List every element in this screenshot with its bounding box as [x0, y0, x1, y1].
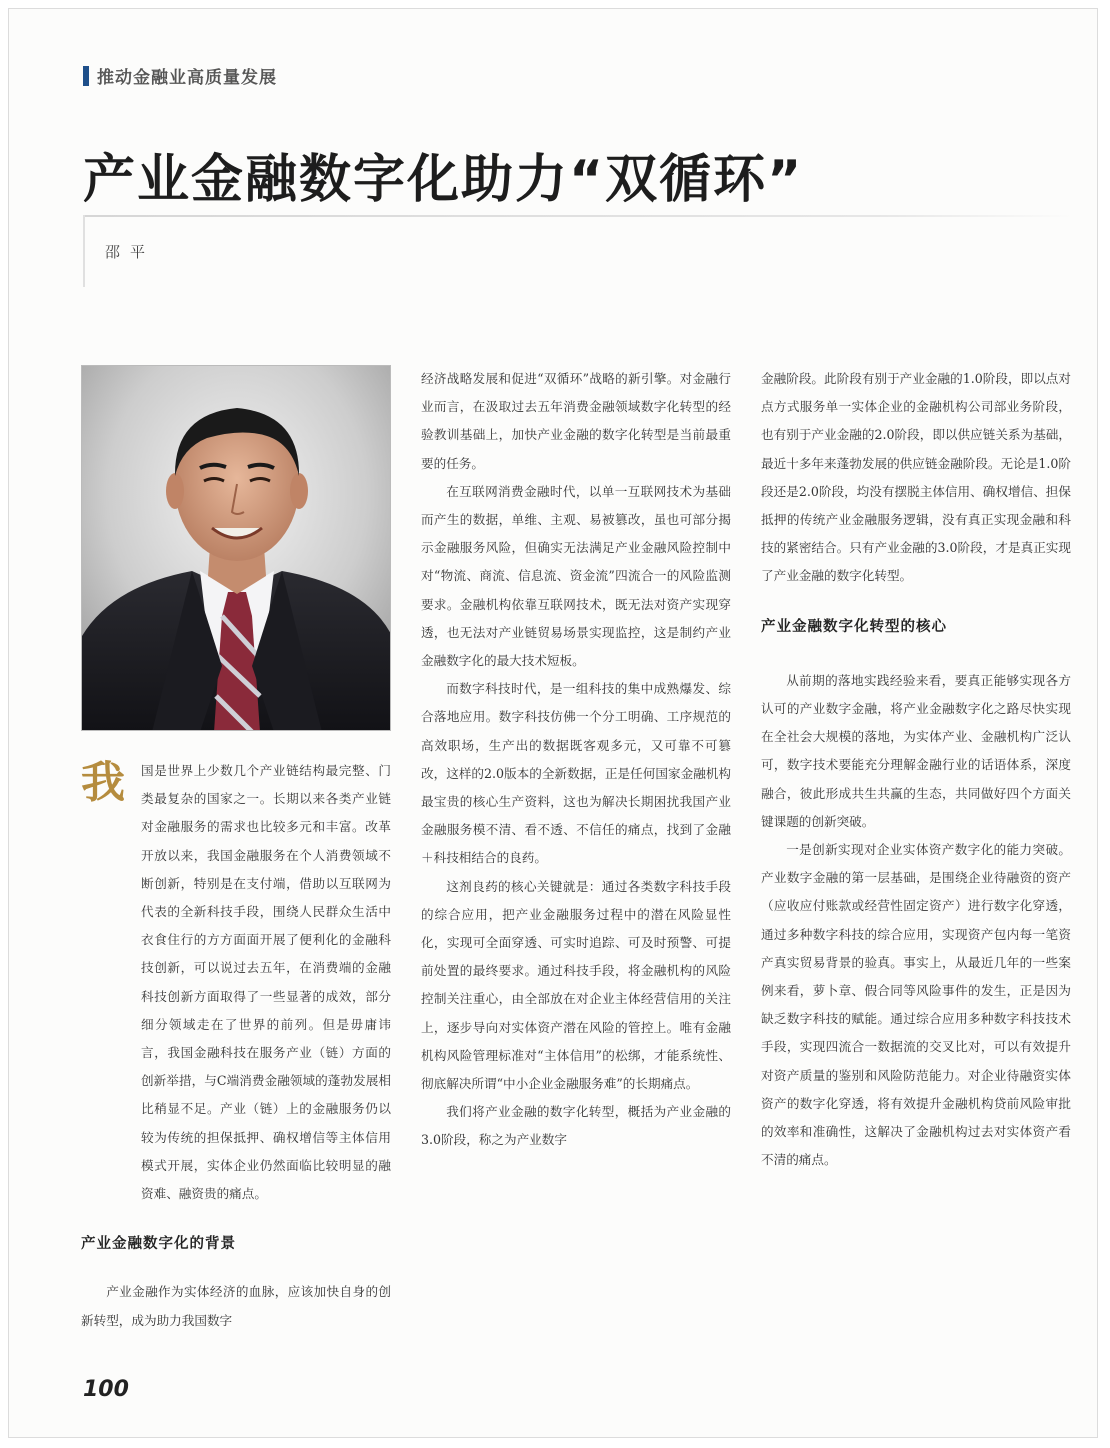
paragraph: 我们将产业金融的数字化转型，概括为产业金融的3.0阶段，称之为产业数字	[421, 1104, 731, 1148]
section-tag-label: 推动金融业高质量发展	[97, 68, 277, 88]
author-portrait-photo	[81, 365, 391, 731]
paragraph: 从前期的落地实践经验来看，要真正能够实现各方认可的产业数字金融，将产业金融数字化之路尽快实现在全社会大规模的落地，为实体产业、金融机构广泛认可，数字技术要能充分理解金融行业的话语体系，深度融合，彼此形成共生共赢的生态，共同做好四个方面关键课题的创新突破。	[761, 672, 1071, 829]
column-2	[421, 365, 731, 1155]
paragraph: 而数字科技时代，是一组科技的集中成熟爆发、综合落地应用。数字科技仿佛一个分工明确、工序规范的高效职场，生产出的数据既客观多元，又可靠不可篡改，这样的2.0版本的全新数据，正是任何国家金融机构最宝贵的核心生产资料，这也为解决长期困扰我国产业金融服务模不清、看不透、不信任的痛点，找到了金融＋科技相结合的良药。	[421, 681, 731, 866]
drop-cap: 我	[81, 757, 125, 808]
page-number: 100	[83, 1377, 129, 1402]
intro-text: 国是世界上少数几个产业链结构最完整、门类最复杂的国家之一。长期以来各类产业链对金融服务的需求也比较多元和丰富。改革开放以来，我国金融服务在个人消费领域不断创新，特别是在支付端，借助以互联网为代表的全新科技手段，围绕人民群众生活中衣食住行的方方面面开展了便利化的金融科技创新，可以说过去五年，在消费端的金融科技创新方面取得了一些显著的成效，部分细分领域走在了世界的前列。但是毋庸讳言，我国金融科技在服务产业（链）方面的创新举措，与C端消费金融领域的蓬勃发展相比稍显不足。产业（链）上的金融服务仍以较为传统的担保抵押、确权增信等主体信用模式开展，实体企业仍然面临比较明显的融资难、融资贵的痛点。	[141, 763, 391, 1202]
section-heading-background: 产业金融数字化的背景	[81, 1236, 236, 1253]
section-tag	[83, 63, 277, 88]
section-heading-core: 产业金融数字化转型的核心	[761, 618, 947, 635]
paragraph: 金融阶段。此阶段有别于产业金融的1.0阶段，即以点对点方式服务单一实体企业的金融机构公司部业务阶段，也有别于产业金融的2.0阶段，即以供应链关系为基础，最近十多年来蓬勃发展的供应链金融阶段。无论是1.0阶段还是2.0阶段，均没有摆脱主体信用、确权增信、担保抵押的传统产业金融服务逻辑，没有真正实现金融和科技的紧密结合。只有产业金融的3.0阶段，才是真正实现了产业金融的数字化转型。	[761, 371, 1071, 584]
intro-paragraph	[81, 757, 391, 1208]
paragraph: 一是创新实现对企业实体资产数字化的能力突破。产业数字金融的第一层基础，是围绕企业待融资的资产（应收应付账款或经营性固定资产）进行数字化穿透，通过多种数字科技的综合应用，实现资产包内每一笔资产真实贸易背景的验真。事实上，从最近几年的一些案例来看，萝卜章、假合同等风险事件的发生，正是因为缺乏数字科技的赋能。通过综合应用多种数字科技技术手段，实现四流合一数据流的交叉比对，可以有效提升对资产质量的鉴别和风险防范能力。对企业待融资实体资产的数字化穿透，将有效提升金融机构贷前风险审批的效率和准确性，这解决了金融机构过去对实体资产看不清的痛点。	[761, 842, 1071, 1168]
portrait-illustration	[82, 366, 391, 731]
paragraph: 产业金融作为实体经济的血脉，应该加快自身的创新转型，成为助力我国数字	[81, 1284, 391, 1328]
column-1	[81, 757, 391, 1335]
paragraph: 这剂良药的核心关键就是：通过各类数字科技手段的综合应用，把产业金融服务过程中的潜在风险显性化，实现可全面穿透、可实时追踪、可及时预警、可提前处置的最终要求。通过科技手段，将金融机构的风险控制关注重心，由全部放在对企业主体经营信用的关注上，逐步导向对实体资产潜在风险的管控上。唯有金融机构风险管理标准对“主体信用”的松绑，才能系统性、彻底解决所谓“中小企业金融服务难”的长期痛点。	[421, 878, 731, 1092]
magazine-page	[8, 8, 1098, 1438]
title-vertical-divider	[83, 215, 85, 287]
author-name: 邵平	[105, 243, 156, 261]
paragraph: 在互联网消费金融时代，以单一互联网技术为基础而产生的数据，单维、主观、易被篡改，虽也可部分揭示金融服务风险，但确实无法满足产业金融风险控制中对“物流、商流、信息流、资金流”四流合一的风险监测要求。金融机构依靠互联网技术，既无法对资产实现穿透，也无法对产业链贸易场景实现监控，这是制约产业金融数字化的最大技术短板。	[421, 483, 731, 669]
column-3	[761, 365, 1071, 1174]
article-title: 产业金融数字化助力“双循环”	[83, 150, 804, 210]
title-divider	[83, 215, 1073, 217]
paragraph: 经济战略发展和促进“双循环”战略的新引擎。对金融行业而言，在汲取过去五年消费金融领域数字化转型的经验教训基础上，加快产业金融的数字化转型是当前最重要的任务。	[421, 371, 731, 471]
section-tag-bar	[83, 66, 89, 86]
